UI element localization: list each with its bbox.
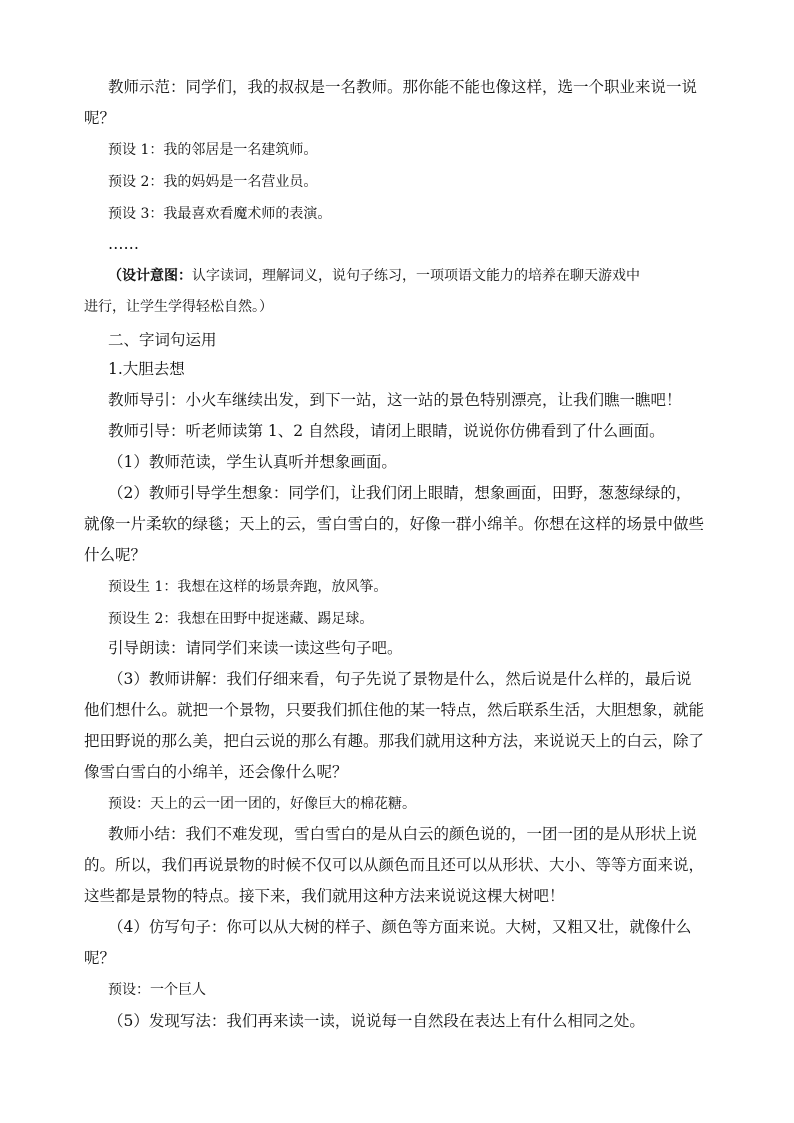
teacher-summary: 教师小结：我们不难发现，雪白雪白的是从白云的颜色说的，一团一团的是从形状上说: [108, 825, 698, 843]
teacher-summary-cont-2: 这些都是景物的特点。接下来，我们就用这种方法来说说这棵大树吧！: [84, 887, 565, 905]
step-3-cont-3: 像雪白雪白的小绵羊，还会像什么呢？: [84, 763, 348, 781]
preset-giant: 预设：一个巨人: [108, 982, 206, 998]
ellipsis: ……: [108, 235, 139, 253]
design-intent-cont: 进行，让学生学得轻松自然。）: [84, 299, 273, 315]
step-2-cont-2: 什么呢？: [84, 546, 147, 564]
design-intent: [108, 266, 714, 286]
step-2: （2）教师引导学生想象：同学们，让我们闭上眼睛，想象画面，田野，葱葱绿绿的，: [108, 484, 692, 502]
subsection-heading: 1.大胆去想: [108, 360, 185, 378]
step-3: （3）教师讲解：我们仔细来看，句子先说了景物是什么，然后说是什么样的，最后说: [108, 670, 692, 688]
preset-3: 预设 3：我最喜欢看魔术师的表演。: [108, 206, 332, 222]
step-3-cont-1: 他们想什么。就把一个景物，只要我们抓住他的某一特点，然后联系生活，大胆想象，就能: [84, 701, 705, 719]
step-2-cont-1: 就像一片柔软的绿毯；天上的云，雪白雪白的，好像一群小绵羊。你想在这样的场景中做些: [84, 515, 705, 533]
preset-student-1: 预设生 1：我想在这样的场景奔跑，放风筝。: [108, 579, 388, 595]
design-intent-label: （设计意图：: [108, 268, 192, 284]
preset-student-2: 预设生 2：我想在田野中捉迷藏、踢足球。: [108, 611, 374, 627]
design-intent-text: 认字读词，理解词义，说句子练习，一项项语文能力的培养在聊天游戏中: [192, 268, 640, 284]
step-5: （5）发现写法：我们再来读一读，说说每一自然段在表达上有什么相同之处。: [108, 1012, 645, 1030]
step-4: （4）仿写句子：你可以从大树的样子、颜色等方面来说。大树，又粗又壮，就像什么: [108, 918, 692, 936]
guided-reading: 引导朗读：请同学们来读一读这些句子吧。: [108, 639, 403, 657]
preset-1: 预设 1：我的邻居是一名建筑师。: [108, 142, 318, 158]
section-heading: 二、字词句运用: [108, 331, 217, 349]
preset-2: 预设 2：我的妈妈是一名营业员。: [108, 174, 318, 190]
teacher-summary-cont-1: 的。所以，我们再说景物的时候不仅可以从颜色而且还可以从形状、大小、等等方面来说，: [84, 856, 705, 874]
paragraph-teacher-demo: 教师示范：同学们，我的叔叔是一名教师。那你能不能也像这样，选一个职业来说一说: [108, 78, 698, 96]
step-1: （1）教师范读，学生认真听并想象画面。: [108, 453, 397, 471]
step-3-cont-2: 把田野说的那么美，把白云说的那么有趣。那我们就用这种方法，来说说天上的白云，除了: [84, 732, 705, 750]
preset-cloud: 预设：天上的云一团一团的，好像巨大的棉花糖。: [108, 796, 416, 812]
step-4-cont: 呢？: [84, 949, 116, 967]
paragraph-teacher-lead: 教师引导：听老师读第 1、2 自然段，请闭上眼睛，说说你仿佛看到了什么画面。: [108, 422, 665, 440]
paragraph-teacher-guide: 教师导引：小火车继续出发，到下一站，这一站的景色特别漂亮，让我们瞧一瞧吧！: [108, 391, 682, 409]
paragraph-teacher-demo-cont: 呢？: [84, 109, 116, 127]
